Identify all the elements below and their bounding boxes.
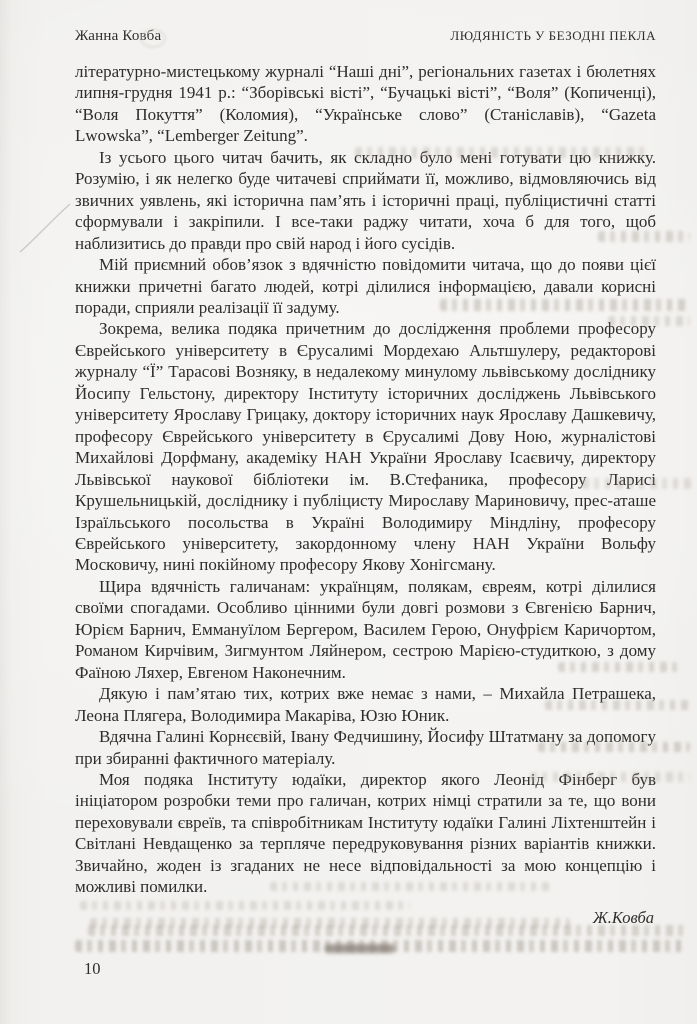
bleed-through-artifact — [545, 700, 690, 710]
bleed-through-artifact — [355, 147, 650, 158]
ring-scan-artifact — [140, 29, 166, 48]
page-number: 10 — [84, 959, 101, 978]
page-body-text — [75, 61, 656, 928]
bleed-through-artifact — [558, 662, 683, 672]
bleed-through-artifact — [88, 925, 688, 936]
paragraph: Вдячна Галині Корнєєвій, Івану Федчишину, Йосифу Штатману за допомогу при збиранні фактичного матеріалу. — [75, 727, 656, 768]
paragraph: Зокрема, велика подяка причетним до дослідження проблеми професору Єврейського університету в Єрусалимі Мордехаю Альтшулеру, редакторові журналу “Ї” Тарасові Возняку, в недалекому минулому львівському досліднику Йосипу Гельстону, директору Інституту історичних досліджень Львівського університету Ярославу Грицаку, доктору історичних наук Ярославу Дашкевичу, професору Єврейського університету в Єрусалимі Дову Ною, журналістові Михайлові Дорфману, академіку НАН України Ярославу Ісаєвичу, директору Львівської наукової бібліотеки ім. В.Стефаника, професору Ларисі Крушельницькій, досліднику і публіцисту Мирославу Мариновичу, прес-аташе Ізраїльського посольства в Україні Володимиру Міндліну, професору Єврейського університету, закордонному члену НАН України Вольфу Московичу, нині покійному професору Якову Хонігсману. — [75, 319, 656, 575]
paragraph: Із усього цього читач бачить, як складно було мені готувати цю книжку. Розумію, і як нелегко буде читачеві сприймати її, можливо, відмовляючись від звичних уявлень, які історична пам’ять і історичні праці, публіцистичні статті сформували і закріпили. І все-таки раджу читати, хоча б для того, щоб наблизитись до правди про свій народ і його сусідів. — [75, 147, 656, 253]
running-head-author: Жанна Ковба — [75, 28, 162, 44]
paragraph: Дякую і пам’ятаю тих, котрих вже немає з нами, – Михайла Петрашека, Леона Плягера, Володимира Макаріва, Юзю Юник. — [75, 684, 656, 725]
bleed-through-artifact — [538, 742, 690, 752]
paragraph: Моя подяка Інституту юдаїки, директор якого Леонід Фінберг був ініціатором розробки теми про галичан, котрих німці стратили за те, що вони переховували євреїв, та співробітникам Інституту юдаїки Галині Ліхтенштейн і Світлані Невдащенко за терпляче передруковування різних варіантів книжки. Звичайно, жоден із згаданих не несе відповідальності за мою концепцію і можливі помилки. — [75, 769, 656, 897]
bleed-through-artifact — [582, 478, 692, 489]
ink-blot-artifact — [325, 944, 395, 953]
bleed-through-artifact — [608, 316, 690, 326]
bleed-through-artifact — [440, 299, 690, 311]
paragraph: Мій приємний обов’язок з вдячністю повідомити читача, що до появи цієї книжки причетні багато людей, котрі ділилися інформацією, давали корисні поради, сприяли реалізації її задуму. — [75, 255, 656, 317]
running-head-book-title: ЛЮДЯНІСТЬ У БЕЗОДНІ ПЕКЛА — [450, 28, 656, 43]
bleed-through-artifact — [80, 901, 410, 910]
paragraph: Щира вдячність галичанам: українцям, полякам, євреям, котрі ділилися своїми спогадами. Особливо цінними були довгі розмови з Євгенією Барнич, Юрієм Барнич, Еммануїлом Бергером, Василем Герою, Онуфрієм Каричортом, Романом Кирчівим, Зигмунтом Ляйнером, сестрою Марією-студиткою, з дому Фаїною Ляхер, Евгеном Наконечним. — [75, 576, 656, 682]
author-signature: Ж.Ковба — [592, 907, 654, 927]
bleed-through-artifact — [530, 772, 690, 782]
paragraph: літературно-мистецькому журналі “Наші дні”, регіональних газетах і бюлетнях липня-грудня 1941 р.: “Зборівські вісті”, “Бучацькі вісті”, “Воля” (Копиченці), “Воля Покуття” (Коломия), “Українське слово” (Станіславів), “Gazeta Lwowska”, “Lemberger Zeitung”. — [75, 62, 656, 146]
bleed-through-artifact — [598, 231, 690, 242]
bleed-through-artifact — [270, 882, 550, 891]
